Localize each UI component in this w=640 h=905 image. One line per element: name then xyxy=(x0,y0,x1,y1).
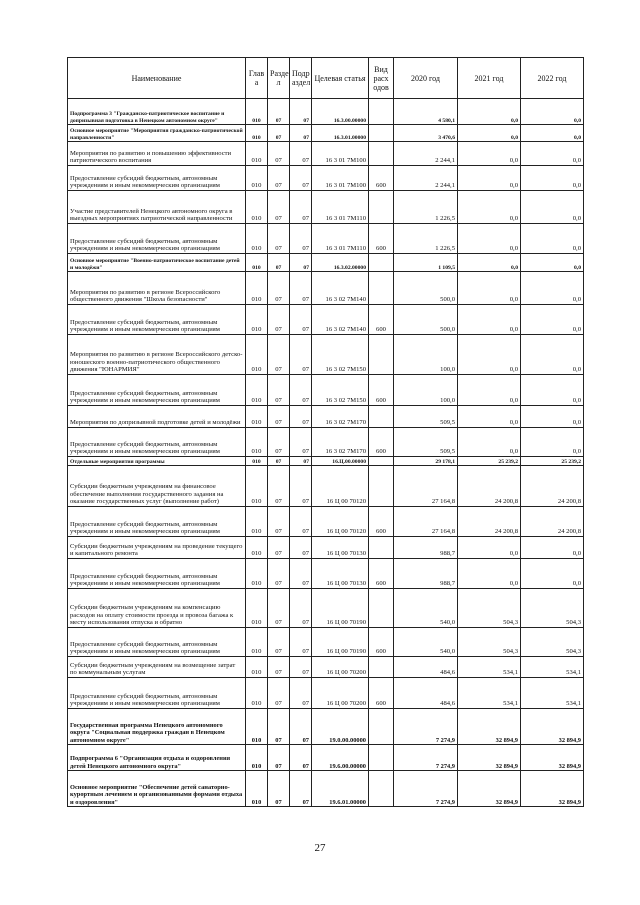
cell-subsection: 07 xyxy=(290,657,312,678)
cell-amount-2020: 2 244,1 xyxy=(394,142,458,166)
cell-section: 07 xyxy=(268,537,290,559)
cell-amount-2021: 0,0 xyxy=(458,428,521,457)
cell-chapter: 010 xyxy=(246,166,268,191)
cell-amount-2020: 7 274,9 xyxy=(394,709,458,745)
cell-subsection: 07 xyxy=(290,272,312,305)
cell-amount-2022: 0,0 xyxy=(521,305,584,335)
table-row xyxy=(68,99,584,125)
cell-target-article: 16 3 01 7М100 xyxy=(312,142,369,166)
cell-amount-2022: 0,0 xyxy=(521,254,584,272)
cell-amount-2022: 24 200,8 xyxy=(521,507,584,537)
cell-expense-type xyxy=(369,709,394,745)
cell-amount-2020: 100,0 xyxy=(394,335,458,375)
table-row xyxy=(68,745,584,771)
cell-chapter: 010 xyxy=(246,657,268,678)
cell-chapter: 010 xyxy=(246,589,268,628)
cell-expense-type xyxy=(369,99,394,125)
table-row xyxy=(68,678,584,709)
cell-amount-2022: 0,0 xyxy=(521,272,584,305)
cell-section: 07 xyxy=(268,166,290,191)
cell-name: Подпрограмма 6 "Организация отдыха и оздоровления детей Ненецкого автономного округа" xyxy=(68,745,246,771)
header-expense-type: Вид расх одов xyxy=(369,58,394,99)
cell-chapter: 010 xyxy=(246,771,268,807)
cell-section: 07 xyxy=(268,745,290,771)
cell-amount-2021: 0,0 xyxy=(458,375,521,406)
cell-amount-2022: 0,0 xyxy=(521,375,584,406)
cell-target-article: 16.3.01.00000 xyxy=(312,125,369,142)
cell-target-article: 16 Ц 00 70130 xyxy=(312,559,369,589)
page-number: 27 xyxy=(314,842,326,854)
cell-expense-type xyxy=(369,125,394,142)
cell-expense-type xyxy=(369,466,394,507)
cell-subsection: 07 xyxy=(290,771,312,807)
cell-expense-type: 600 xyxy=(369,559,394,589)
table-row xyxy=(68,335,584,375)
cell-target-article: 16 3 02 7М170 xyxy=(312,406,369,428)
cell-amount-2021: 0,0 xyxy=(458,166,521,191)
cell-amount-2021: 32 894,9 xyxy=(458,745,521,771)
cell-name: Субсидии бюджетным учреждениям на финансовое обеспечение выполнения государственного задания на оказание государственных услуг (выполнение работ) xyxy=(68,466,246,507)
cell-amount-2022: 0,0 xyxy=(521,406,584,428)
cell-amount-2021: 0,0 xyxy=(458,224,521,254)
cell-amount-2021: 0,0 xyxy=(458,125,521,142)
cell-section: 07 xyxy=(268,771,290,807)
cell-target-article: 16 3 01 7М110 xyxy=(312,191,369,224)
cell-subsection: 07 xyxy=(290,428,312,457)
cell-amount-2021: 0,0 xyxy=(458,99,521,125)
cell-chapter: 010 xyxy=(246,142,268,166)
cell-target-article: 16 3 01 7М110 xyxy=(312,224,369,254)
cell-amount-2020: 988,7 xyxy=(394,537,458,559)
cell-target-article: 16 Ц 00 70190 xyxy=(312,589,369,628)
cell-name: Основное мероприятие "Военно-патриотическое воспитание детей и молодёжи" xyxy=(68,254,246,272)
cell-amount-2022: 0,0 xyxy=(521,224,584,254)
cell-target-article: 16 3 02 7М170 xyxy=(312,428,369,457)
cell-subsection: 07 xyxy=(290,709,312,745)
cell-subsection: 07 xyxy=(290,375,312,406)
cell-amount-2020: 509,5 xyxy=(394,428,458,457)
table-row xyxy=(68,428,584,457)
header-subsection: Подр аздел xyxy=(290,58,312,99)
table-row xyxy=(68,537,584,559)
cell-name: Основное мероприятие "Мероприятия гражданско-патриотической направленности" xyxy=(68,125,246,142)
cell-amount-2022: 0,0 xyxy=(521,99,584,125)
cell-amount-2022: 534,1 xyxy=(521,678,584,709)
cell-amount-2021: 504,3 xyxy=(458,589,521,628)
cell-target-article: 16 Ц 00 70130 xyxy=(312,537,369,559)
cell-name: Предоставление субсидий бюджетным, автономным учреждениям и иным некоммерческим организациям xyxy=(68,507,246,537)
cell-chapter: 010 xyxy=(246,125,268,142)
cell-name: Отдельные мероприятия программы xyxy=(68,457,246,466)
cell-name: Государственная программа Ненецкого автономного округа "Социальная поддержка граждан в Ненецком автономном округе" xyxy=(68,709,246,745)
cell-name: Мероприятия по развитию в регионе Всероссийского детско-юношеского военно-патриотического общественного движения "ЮНАРМИЯ" xyxy=(68,335,246,375)
cell-name: Подпрограмма 3 "Гражданско-патриотическое воспитание и допризывная подготовка в Ненецком автономном округе" xyxy=(68,99,246,125)
cell-amount-2021: 0,0 xyxy=(458,305,521,335)
table-row xyxy=(68,589,584,628)
cell-expense-type xyxy=(369,457,394,466)
cell-amount-2021: 32 894,9 xyxy=(458,709,521,745)
cell-subsection: 07 xyxy=(290,507,312,537)
cell-amount-2022: 32 894,9 xyxy=(521,771,584,807)
cell-subsection: 07 xyxy=(290,589,312,628)
cell-section: 07 xyxy=(268,678,290,709)
cell-amount-2021: 534,1 xyxy=(458,657,521,678)
cell-section: 07 xyxy=(268,406,290,428)
cell-target-article: 19.6.01.00000 xyxy=(312,771,369,807)
cell-chapter: 010 xyxy=(246,537,268,559)
cell-subsection: 07 xyxy=(290,254,312,272)
cell-chapter: 010 xyxy=(246,99,268,125)
cell-expense-type: 600 xyxy=(369,166,394,191)
cell-expense-type xyxy=(369,272,394,305)
cell-chapter: 010 xyxy=(246,272,268,305)
cell-amount-2022: 0,0 xyxy=(521,559,584,589)
table-row xyxy=(68,166,584,191)
cell-subsection: 07 xyxy=(290,745,312,771)
cell-chapter: 010 xyxy=(246,254,268,272)
budget-table xyxy=(67,57,584,807)
cell-amount-2020: 100,0 xyxy=(394,375,458,406)
cell-chapter: 010 xyxy=(246,457,268,466)
cell-amount-2022: 0,0 xyxy=(521,335,584,375)
cell-amount-2021: 0,0 xyxy=(458,537,521,559)
cell-amount-2021: 0,0 xyxy=(458,272,521,305)
cell-target-article: 16 Ц 00 70200 xyxy=(312,657,369,678)
budget-table-page xyxy=(67,57,583,807)
cell-subsection: 07 xyxy=(290,125,312,142)
cell-amount-2020: 1 226,5 xyxy=(394,191,458,224)
cell-target-article: 16 Ц 00 70120 xyxy=(312,466,369,507)
cell-chapter: 010 xyxy=(246,559,268,589)
cell-expense-type xyxy=(369,537,394,559)
cell-amount-2020: 540,0 xyxy=(394,589,458,628)
cell-amount-2021: 0,0 xyxy=(458,559,521,589)
cell-target-article: 16 Ц 00 70120 xyxy=(312,507,369,537)
table-row xyxy=(68,457,584,466)
cell-section: 07 xyxy=(268,99,290,125)
cell-target-article: 19.6.00.00000 xyxy=(312,745,369,771)
table-row xyxy=(68,406,584,428)
cell-name: Предоставление субсидий бюджетным, автономным учреждениям и иным некоммерческим организациям xyxy=(68,224,246,254)
table-row xyxy=(68,559,584,589)
cell-section: 07 xyxy=(268,466,290,507)
header-section: Разде л xyxy=(268,58,290,99)
header-chapter: Глав а xyxy=(246,58,268,99)
cell-amount-2020: 540,0 xyxy=(394,628,458,657)
cell-name: Участие представителей Ненецкого автономного округа в выездных мероприятиях патриотической направленности xyxy=(68,191,246,224)
cell-expense-type xyxy=(369,142,394,166)
cell-chapter: 010 xyxy=(246,305,268,335)
cell-subsection: 07 xyxy=(290,678,312,709)
cell-expense-type xyxy=(369,254,394,272)
table-row xyxy=(68,375,584,406)
cell-amount-2022: 504,3 xyxy=(521,628,584,657)
cell-amount-2022: 504,3 xyxy=(521,589,584,628)
cell-name: Мероприятия по допризывной подготовке детей и молодёжи xyxy=(68,406,246,428)
cell-expense-type: 600 xyxy=(369,628,394,657)
cell-amount-2022: 0,0 xyxy=(521,428,584,457)
cell-expense-type xyxy=(369,771,394,807)
cell-name: Предоставление субсидий бюджетным, автономным учреждениям и иным некоммерческим организациям xyxy=(68,628,246,657)
table-row xyxy=(68,254,584,272)
cell-section: 07 xyxy=(268,709,290,745)
cell-section: 07 xyxy=(268,224,290,254)
header-target-article: Целевая статья xyxy=(312,58,369,99)
cell-amount-2020: 509,5 xyxy=(394,406,458,428)
cell-name: Субсидии бюджетным учреждениям на компенсацию расходов на оплату стоимости проезда и провоза багажа к месту использования отпуска и обратно xyxy=(68,589,246,628)
cell-amount-2021: 0,0 xyxy=(458,335,521,375)
cell-name: Субсидии бюджетным учреждениям на проведение текущего и капитального ремонта xyxy=(68,537,246,559)
cell-name: Мероприятия по развитию в регионе Всероссийского общественного движения "Школа безопасности" xyxy=(68,272,246,305)
cell-name: Предоставление субсидий бюджетным, автономным учреждениям и иным некоммерческим организациям xyxy=(68,166,246,191)
cell-amount-2021: 25 239,2 xyxy=(458,457,521,466)
cell-name: Субсидии бюджетным учреждениям на возмещение затрат по коммунальным услугам xyxy=(68,657,246,678)
cell-name: Предоставление субсидий бюджетным, автономным учреждениям и иным некоммерческим организациям xyxy=(68,678,246,709)
cell-expense-type: 600 xyxy=(369,305,394,335)
cell-section: 07 xyxy=(268,657,290,678)
table-row xyxy=(68,507,584,537)
cell-amount-2021: 32 894,9 xyxy=(458,771,521,807)
table-row xyxy=(68,771,584,807)
cell-amount-2022: 32 894,9 xyxy=(521,709,584,745)
header-2020: 2020 год xyxy=(394,58,458,99)
cell-subsection: 07 xyxy=(290,99,312,125)
cell-chapter: 010 xyxy=(246,745,268,771)
cell-amount-2021: 504,3 xyxy=(458,628,521,657)
cell-expense-type xyxy=(369,589,394,628)
cell-amount-2020: 500,0 xyxy=(394,272,458,305)
cell-chapter: 010 xyxy=(246,628,268,657)
cell-subsection: 07 xyxy=(290,466,312,507)
table-row xyxy=(68,709,584,745)
cell-amount-2022: 0,0 xyxy=(521,142,584,166)
cell-amount-2020: 1 109,5 xyxy=(394,254,458,272)
cell-amount-2020: 484,6 xyxy=(394,678,458,709)
cell-subsection: 07 xyxy=(290,457,312,466)
table-row xyxy=(68,142,584,166)
cell-expense-type xyxy=(369,745,394,771)
table-row xyxy=(68,628,584,657)
cell-name: Основное мероприятие "Обеспечение детей санаторно-курортным лечением и организованными формами отдыха и оздоровления" xyxy=(68,771,246,807)
cell-amount-2020: 2 244,1 xyxy=(394,166,458,191)
cell-amount-2021: 0,0 xyxy=(458,142,521,166)
cell-section: 07 xyxy=(268,305,290,335)
cell-expense-type xyxy=(369,335,394,375)
cell-expense-type xyxy=(369,191,394,224)
cell-section: 07 xyxy=(268,375,290,406)
cell-target-article: 16 3 02 7М140 xyxy=(312,272,369,305)
cell-subsection: 07 xyxy=(290,142,312,166)
cell-amount-2021: 24 200,8 xyxy=(458,466,521,507)
table-row xyxy=(68,657,584,678)
cell-expense-type xyxy=(369,406,394,428)
cell-chapter: 010 xyxy=(246,335,268,375)
cell-amount-2020: 27 164,8 xyxy=(394,507,458,537)
cell-subsection: 07 xyxy=(290,559,312,589)
cell-section: 07 xyxy=(268,507,290,537)
cell-target-article: 16 3 01 7М100 xyxy=(312,166,369,191)
cell-section: 07 xyxy=(268,559,290,589)
cell-expense-type: 600 xyxy=(369,375,394,406)
cell-target-article: 19.0.00.00000 xyxy=(312,709,369,745)
header-2021: 2021 год xyxy=(458,58,521,99)
cell-amount-2022: 24 200,8 xyxy=(521,466,584,507)
cell-subsection: 07 xyxy=(290,406,312,428)
table-row xyxy=(68,224,584,254)
table-row xyxy=(68,466,584,507)
cell-target-article: 16.3.02.00000 xyxy=(312,254,369,272)
cell-subsection: 07 xyxy=(290,628,312,657)
cell-target-article: 16 Ц 00 70190 xyxy=(312,628,369,657)
cell-name: Предоставление субсидий бюджетным, автономным учреждениям и иным некоммерческим организациям xyxy=(68,375,246,406)
cell-subsection: 07 xyxy=(290,191,312,224)
cell-amount-2020: 1 226,5 xyxy=(394,224,458,254)
cell-expense-type: 600 xyxy=(369,507,394,537)
cell-amount-2021: 24 200,8 xyxy=(458,507,521,537)
cell-expense-type xyxy=(369,657,394,678)
cell-amount-2022: 0,0 xyxy=(521,125,584,142)
cell-expense-type: 600 xyxy=(369,224,394,254)
cell-amount-2020: 29 178,1 xyxy=(394,457,458,466)
cell-chapter: 010 xyxy=(246,466,268,507)
cell-section: 07 xyxy=(268,457,290,466)
cell-chapter: 010 xyxy=(246,709,268,745)
cell-name: Мероприятия по развитию и повышению эффективности патриотического воспитания xyxy=(68,142,246,166)
cell-target-article: 16 Ц 00 70200 xyxy=(312,678,369,709)
cell-section: 07 xyxy=(268,272,290,305)
table-row xyxy=(68,272,584,305)
cell-subsection: 07 xyxy=(290,537,312,559)
cell-target-article: 16.3.00.00000 xyxy=(312,99,369,125)
cell-chapter: 010 xyxy=(246,224,268,254)
cell-amount-2020: 500,0 xyxy=(394,305,458,335)
cell-subsection: 07 xyxy=(290,224,312,254)
cell-section: 07 xyxy=(268,335,290,375)
cell-section: 07 xyxy=(268,125,290,142)
cell-name: Предоставление субсидий бюджетным, автономным учреждениям и иным некоммерческим организациям xyxy=(68,305,246,335)
cell-chapter: 010 xyxy=(246,428,268,457)
cell-section: 07 xyxy=(268,142,290,166)
cell-section: 07 xyxy=(268,589,290,628)
cell-amount-2021: 0,0 xyxy=(458,191,521,224)
cell-expense-type: 600 xyxy=(369,678,394,709)
cell-amount-2020: 7 274,9 xyxy=(394,771,458,807)
cell-amount-2021: 0,0 xyxy=(458,254,521,272)
cell-name: Предоставление субсидий бюджетным, автономным учреждениям и иным некоммерческим организациям xyxy=(68,559,246,589)
cell-amount-2022: 32 894,9 xyxy=(521,745,584,771)
cell-chapter: 010 xyxy=(246,406,268,428)
cell-name: Предоставление субсидий бюджетным, автономным учреждениям и иным некоммерческим организациям xyxy=(68,428,246,457)
cell-amount-2022: 25 239,2 xyxy=(521,457,584,466)
header-name: Наименование xyxy=(68,58,246,99)
cell-amount-2022: 0,0 xyxy=(521,537,584,559)
cell-section: 07 xyxy=(268,428,290,457)
cell-amount-2020: 27 164,8 xyxy=(394,466,458,507)
cell-amount-2021: 0,0 xyxy=(458,406,521,428)
cell-target-article: 16 3 02 7М140 xyxy=(312,305,369,335)
cell-amount-2020: 7 274,9 xyxy=(394,745,458,771)
cell-section: 07 xyxy=(268,628,290,657)
cell-chapter: 010 xyxy=(246,375,268,406)
table-body xyxy=(68,99,584,807)
cell-expense-type: 600 xyxy=(369,428,394,457)
table-row xyxy=(68,305,584,335)
cell-amount-2020: 988,7 xyxy=(394,559,458,589)
cell-amount-2020: 4 580,1 xyxy=(394,99,458,125)
table-row xyxy=(68,125,584,142)
cell-target-article: 16 3 02 7М150 xyxy=(312,335,369,375)
cell-chapter: 010 xyxy=(246,678,268,709)
cell-amount-2022: 534,1 xyxy=(521,657,584,678)
cell-amount-2022: 0,0 xyxy=(521,191,584,224)
cell-subsection: 07 xyxy=(290,335,312,375)
cell-chapter: 010 xyxy=(246,191,268,224)
cell-target-article: 16 3 02 7М150 xyxy=(312,375,369,406)
cell-section: 07 xyxy=(268,191,290,224)
cell-amount-2022: 0,0 xyxy=(521,166,584,191)
cell-amount-2020: 484,6 xyxy=(394,657,458,678)
cell-chapter: 010 xyxy=(246,507,268,537)
table-header-row xyxy=(68,58,584,99)
cell-target-article: 16.Ц.00.00000 xyxy=(312,457,369,466)
cell-amount-2021: 534,1 xyxy=(458,678,521,709)
cell-subsection: 07 xyxy=(290,305,312,335)
header-2022: 2022 год xyxy=(521,58,584,99)
table-row xyxy=(68,191,584,224)
cell-subsection: 07 xyxy=(290,166,312,191)
cell-amount-2020: 3 470,6 xyxy=(394,125,458,142)
cell-section: 07 xyxy=(268,254,290,272)
